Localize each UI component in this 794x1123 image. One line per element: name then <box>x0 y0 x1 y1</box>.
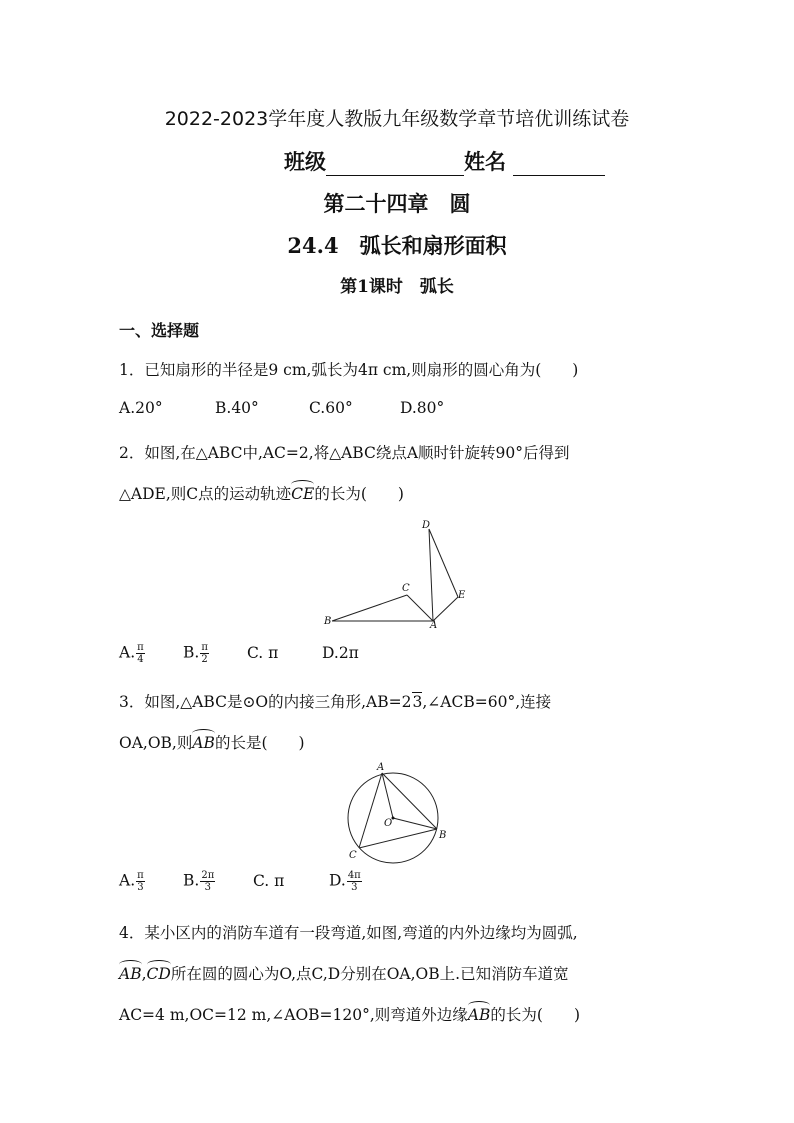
q3-b-den: 3 <box>204 882 211 893</box>
q1-option-a[interactable]: A.20° <box>119 399 163 417</box>
q1-option-b[interactable]: B.40° <box>215 399 259 417</box>
q3-a-num: π <box>137 870 144 881</box>
q3-circle-figure <box>340 758 452 866</box>
class-blank[interactable] <box>326 155 464 176</box>
segment-ob <box>393 818 437 829</box>
q2-rotation-figure <box>322 515 472 630</box>
q2-b-fraction <box>200 642 209 665</box>
segment-ca <box>407 595 433 621</box>
q3-arc-ab: AB <box>192 734 215 752</box>
q3-b-fraction <box>200 870 215 893</box>
q2-b-num: π <box>201 642 208 653</box>
segment-de <box>429 529 458 597</box>
q2-line2-post: 的长为( ) <box>314 485 404 503</box>
q3-line2-pre: OA,OB,则 <box>119 734 193 752</box>
question-2-options <box>119 642 359 665</box>
question-1-text: 1．已知扇形的半径是9 cm,弧长为4π cm,则扇形的圆心角为( ) <box>119 361 579 379</box>
label-d: D <box>422 520 431 531</box>
label-c: C <box>349 850 357 861</box>
q3-b-prefix: B. <box>183 871 200 890</box>
q3-a-prefix: A. <box>119 871 136 890</box>
q3-option-c[interactable] <box>253 872 329 890</box>
section-title: 24.4 弧长和扇形面积 <box>287 233 507 258</box>
q2-b-den: 2 <box>201 654 208 665</box>
question-2-line-1: 2．如图,在△ABC中,AC=2,将△ABC绕点A顺时针旋转90°后得到 <box>119 444 570 462</box>
class-label: 班级 <box>284 150 326 174</box>
q2-d-text: 2π <box>338 643 359 662</box>
q2-line2-pre: △ADE,则C点的运动轨迹 <box>119 485 292 503</box>
segment-da <box>429 529 433 621</box>
question-3-line-2 <box>119 731 305 753</box>
q2-a-fraction <box>136 642 145 665</box>
section-heading: 一、选择题 <box>119 321 200 340</box>
q2-c-text: π <box>268 643 279 662</box>
class-name-line <box>284 146 605 176</box>
label-a: A <box>377 762 385 773</box>
q2-option-d[interactable] <box>322 644 359 662</box>
question-3-line-1 <box>119 690 551 712</box>
q2-a-prefix: A. <box>119 643 136 662</box>
q1-option-c[interactable]: C.60° <box>309 399 353 417</box>
label-a: A <box>430 620 438 630</box>
q2-a-den: 4 <box>137 654 144 665</box>
q2-c-prefix: C. <box>247 643 264 662</box>
q4-separator: , <box>141 965 147 983</box>
label-c: C <box>402 583 410 594</box>
q3-sqrt-value: 3 <box>412 693 423 711</box>
segment-oa <box>382 773 393 818</box>
q4-line2-post: 所在圆的圆心为O,点C,D分别在OA,OB上.已知消防车道宽 <box>170 965 569 983</box>
lesson-title: 第1课时 弧长 <box>340 277 454 297</box>
question-2-line-2 <box>119 482 404 504</box>
segment-cb <box>359 829 437 848</box>
q4-line3-post: 的长为( ) <box>490 1006 581 1024</box>
question-4-line-2 <box>119 962 569 984</box>
q2-option-a[interactable] <box>119 642 183 665</box>
q3-d-fraction <box>347 870 362 893</box>
q3-d-num: 4π <box>347 870 361 881</box>
q3-line1-pre: 3．如图,△ABC是⊙O的内接三角形,AB=2 <box>119 693 412 711</box>
q2-a-num: π <box>137 642 144 653</box>
label-b: B <box>439 830 447 841</box>
q3-a-fraction <box>136 870 145 893</box>
name-blank[interactable] <box>513 155 605 176</box>
q3-option-b[interactable] <box>183 870 253 893</box>
q3-c-prefix: C. <box>253 871 270 890</box>
q2-option-c[interactable] <box>247 644 322 662</box>
q3-d-den: 3 <box>351 882 358 893</box>
label-e: E <box>458 590 466 601</box>
q3-b-num: 2π <box>201 870 215 881</box>
q3-option-d[interactable] <box>329 870 362 893</box>
q3-line2-post: 的长是( ) <box>214 734 305 752</box>
q2-b-prefix: B. <box>183 643 200 662</box>
q3-line1-post: ,∠ACB=60°,连接 <box>422 693 552 711</box>
question-4-line-3 <box>119 1003 580 1025</box>
segment-ea <box>433 597 458 621</box>
q3-a-den: 3 <box>137 882 144 893</box>
q3-d-prefix: D. <box>329 871 346 890</box>
chapter-title: 第二十四章 圆 <box>323 191 471 216</box>
q2-option-b[interactable] <box>183 642 247 665</box>
q2-arc-ce: CE <box>291 485 315 503</box>
q4-line3-pre: AC=4 m,OC=12 m,∠AOB=120°,则弯道外边缘 <box>119 1006 468 1024</box>
q4-arc-ab-outer: AB <box>467 1006 491 1024</box>
label-o: O <box>384 818 393 829</box>
q3-c-text: π <box>274 871 285 890</box>
segment-ac <box>359 773 382 848</box>
question-1-options <box>119 399 444 417</box>
question-3-options <box>119 870 362 893</box>
document-title: 2022-2023学年度人教版九年级数学章节培优训练试卷 <box>164 108 630 130</box>
label-b: B <box>324 616 332 627</box>
q2-d-prefix: D. <box>322 643 339 662</box>
q3-option-a[interactable] <box>119 870 183 893</box>
q1-option-d[interactable]: D.80° <box>400 399 445 417</box>
name-label: 姓名 <box>464 150 506 174</box>
q4-arc-ab: AB <box>119 965 142 983</box>
segment-bc <box>332 595 407 621</box>
question-4-line-1: 4．某小区内的消防车道有一段弯道,如图,弯道的内外边缘均为圆弧, <box>119 924 578 942</box>
q4-arc-cd: CD <box>146 965 171 983</box>
